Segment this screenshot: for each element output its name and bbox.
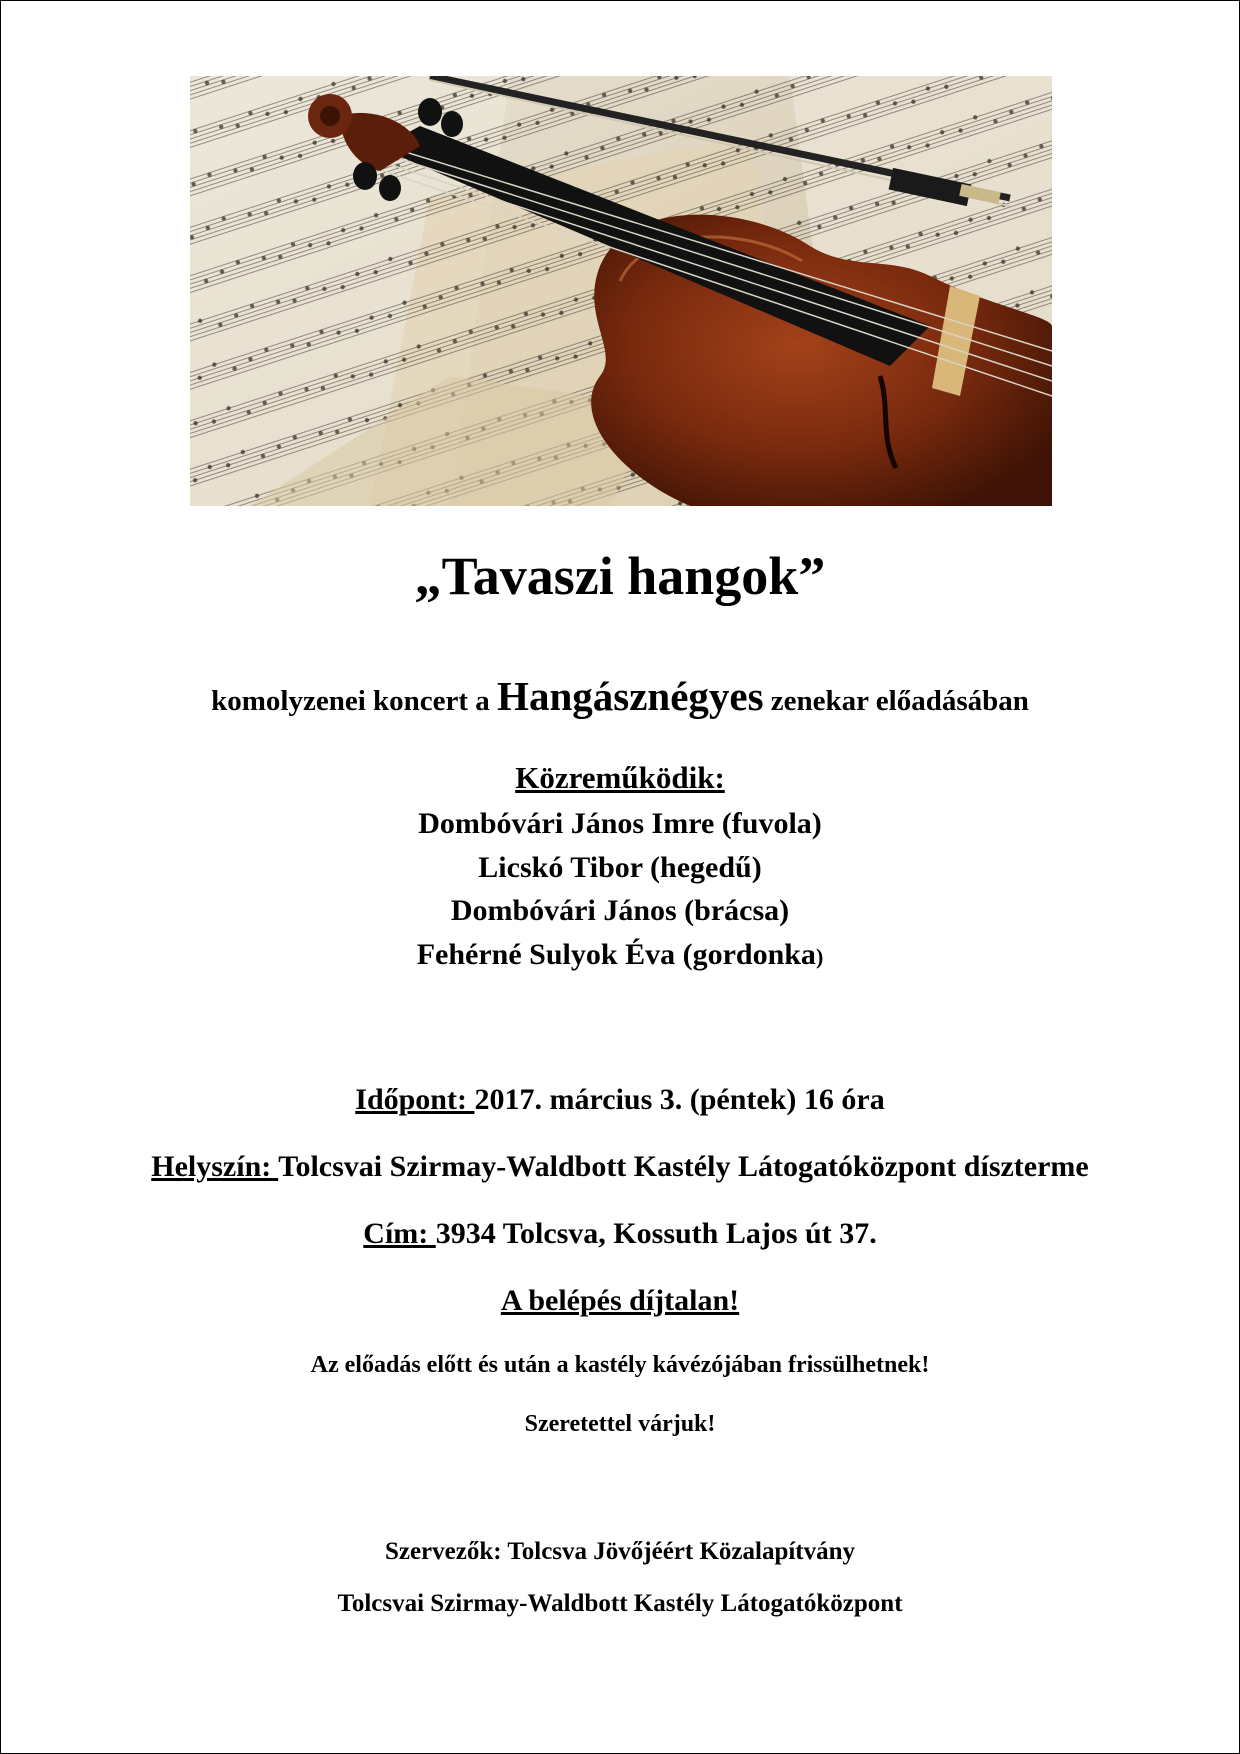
performer-item: Licskó Tibor (hegedű): [478, 850, 762, 884]
address-value: 3934 Tolcsva, Kossuth Lajos út 37.: [435, 1217, 877, 1250]
violin-on-sheet-music-icon: [190, 76, 1052, 506]
event-address: [0, 1217, 1240, 1251]
poster-subtitle: [0, 672, 1240, 720]
performer-item: Dombóvári János Imre (fuvola): [418, 807, 822, 840]
cafe-note: Az előadás előtt és után a kastély kávézójában frissülhetnek!: [310, 1352, 930, 1378]
performer-item: Dombóvári János (brácsa): [450, 894, 790, 927]
subtitle-prefix: komolyzenei koncert a: [211, 685, 498, 717]
place-value: Tolcsvai Szirmay-Waldbott Kastély Látogatóközpont díszterme: [278, 1150, 1089, 1183]
free-entry: A belépés díjtalan!: [500, 1284, 740, 1317]
welcome-text: Szeretettel várjuk!: [524, 1411, 716, 1437]
violin-photo: [190, 76, 1052, 506]
time-label: Időpont:: [355, 1083, 475, 1116]
address-label: Cím:: [363, 1217, 436, 1250]
organizers-line1: Szervezők: Tolcsva Jövőjéért Közalapítvány: [384, 1538, 856, 1565]
event-place: [0, 1150, 1240, 1184]
performer-item-paren: ): [815, 943, 824, 969]
place-label: Helyszín:: [151, 1150, 279, 1183]
performers-list: [0, 802, 1240, 976]
poster-title: „Tavaszi hangok”: [414, 546, 826, 606]
performers-heading: Közreműködik:: [515, 760, 725, 795]
performer-item-last: [0, 933, 1240, 977]
subtitle-suffix: zenekar előadásában: [763, 685, 1029, 717]
performer-item-text: Fehérné Sulyok Éva (gordonka: [416, 937, 816, 971]
event-time: [0, 1083, 1240, 1117]
organizers-line2: Tolcsvai Szirmay-Waldbott Kastély Látogatóközpont: [337, 1590, 903, 1617]
band-name: Hangásznégyes: [497, 673, 764, 719]
time-value: 2017. március 3. (péntek) 16 óra: [474, 1083, 885, 1116]
